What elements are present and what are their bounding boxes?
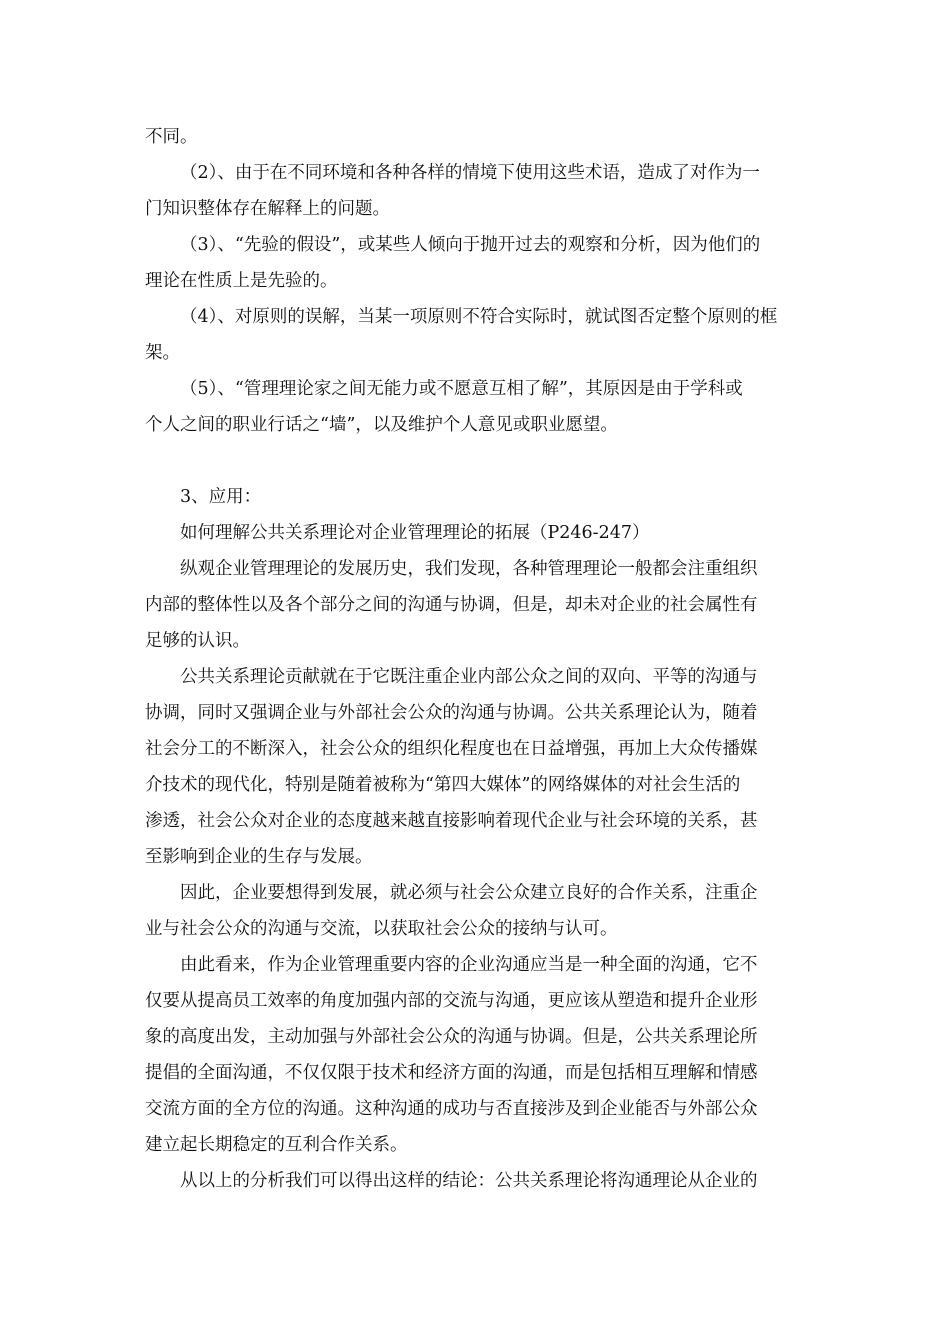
text-line: （5）、“管理理论家之间无能力或不愿意互相了解”，其原因是由于学科或 [180, 379, 743, 399]
text-line: 理论在性质上是先验的。 [145, 271, 338, 291]
text-line: 至影响到企业的生存与发展。 [145, 847, 373, 867]
text-line: （4）、对原则的误解，当某一项原则不符合实际时，就试图否定整个原则的框 [180, 307, 778, 327]
text-line: 从以上的分析我们可以得出这样的结论：公共关系理论将沟通理论从企业的 [180, 1171, 758, 1191]
text-line: （3）、“先验的假设”，或某些人倾向于抛开过去的观察和分析，因为他们的 [180, 235, 761, 255]
text-line: 纵观企业管理理论的发展历史，我们发现，各种管理理论一般都会注重组织 [180, 559, 758, 579]
text-line: 建立起长期稳定的互利合作关系。 [145, 1135, 408, 1155]
text-line: 不同。 [145, 127, 198, 147]
text-line: 介技术的现代化，特别是随着被称为“第四大媒体”的网络媒体的对社会生活的 [145, 775, 741, 795]
text-line: 足够的认识。 [145, 631, 250, 651]
text-line: 渗透，社会公众对企业的态度越来越直接影响着现代企业与社会环境的关系，甚 [145, 811, 758, 831]
text-line: 架。 [145, 343, 180, 363]
section-heading: 3、应用： [180, 487, 262, 507]
text-line: 门知识整体存在解释上的问题。 [145, 199, 390, 219]
text-line: 由此看来，作为企业管理重要内容的企业沟通应当是一种全面的沟通，它不 [180, 955, 758, 975]
text-line: 象的高度出发，主动加强与外部社会公众的沟通与协调。但是，公共关系理论所 [145, 1027, 758, 1047]
text-line: 个人之间的职业行话之“墙”，以及维护个人意见或职业愿望。 [145, 415, 618, 435]
text-line: 社会分工的不断深入，社会公众的组织化程度也在日益增强，再加上大众传播媒 [145, 739, 758, 759]
text-line: 提倡的全面沟通，不仅仅限于技术和经济方面的沟通，而是包括相互理解和情感 [145, 1063, 758, 1083]
text-line: （2）、由于在不同环境和各种各样的情境下使用这些术语，造成了对作为一 [180, 163, 760, 183]
text-line: 内部的整体性以及各个部分之间的沟通与协调，但是，却未对企业的社会属性有 [145, 595, 758, 615]
text-line: 仅要从提高员工效率的角度加强内部的交流与沟通，更应该从塑造和提升企业形 [145, 991, 758, 1011]
text-line: 因此，企业要想得到发展，就必须与社会公众建立良好的合作关系，注重企 [180, 883, 758, 903]
question-title: 如何理解公共关系理论对企业管理理论的拓展（P246-247） [180, 523, 650, 543]
text-line: 交流方面的全方位的沟通。这种沟通的成功与否直接涉及到企业能否与外部公众 [145, 1099, 758, 1119]
text-line: 协调，同时又强调企业与外部社会公众的沟通与协调。公共关系理论认为，随着 [145, 703, 758, 723]
text-line: 公共关系理论贡献就在于它既注重企业内部公众之间的双向、平等的沟通与 [180, 667, 758, 687]
text-line: 业与社会公众的沟通与交流，以获取社会公众的接纳与认可。 [145, 919, 618, 939]
